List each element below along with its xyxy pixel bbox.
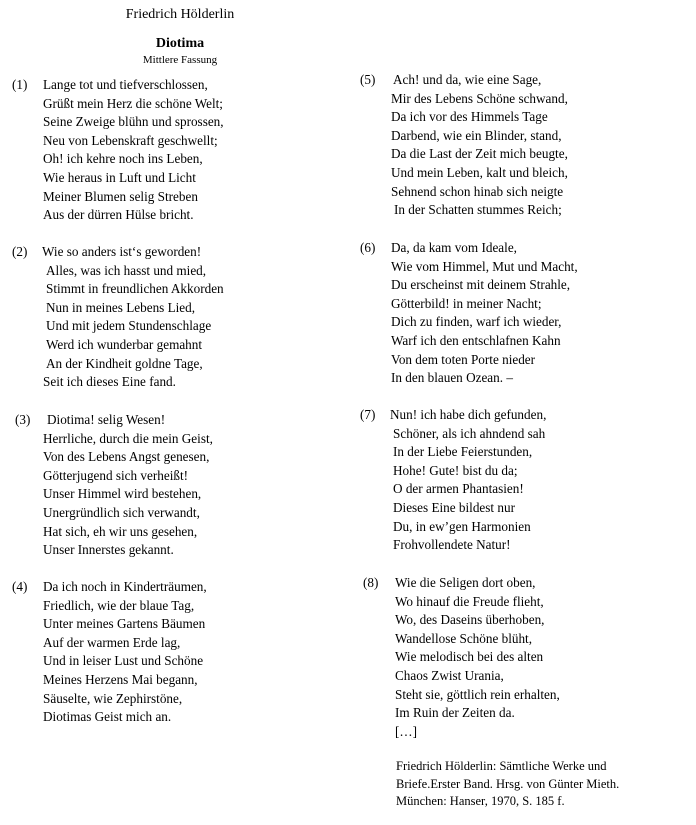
verse-line: Oh! ich kehre noch ins Leben, xyxy=(43,151,203,167)
verse-line: Aus der dürren Hülse bricht. xyxy=(43,207,194,223)
verse-line: Stimmt in freundlichen Akkorden xyxy=(46,281,224,297)
verse-line: Hat sich, eh wir uns gesehen, xyxy=(43,523,198,539)
verse-line: Säuselte, wie Zephirstöne, xyxy=(43,690,183,706)
verse-line: Warf ich den entschlafnen Kahn xyxy=(391,332,561,348)
verse-line: Du erscheinst mit deinem Strahle, xyxy=(391,277,571,293)
verse-line: Im Ruin der Zeiten da. xyxy=(395,705,515,721)
verse-line: Nun in meines Lebens Lied, xyxy=(46,299,196,315)
verse-line: Frohvollendete Natur! xyxy=(393,537,511,553)
verse-line: Alles, was ich hasst und mied, xyxy=(46,262,207,278)
verse-line: In der Schatten stummes Reich; xyxy=(394,202,562,218)
verse-line: Unser Himmel wird bestehen, xyxy=(43,486,202,502)
verse-line: Wo, des Daseins überhoben, xyxy=(395,612,545,628)
verse-line: Darbend, wie ein Blinder, stand, xyxy=(391,127,562,143)
verse-line: Wandellose Schöne blüht, xyxy=(395,630,533,646)
citation-line: München: Hanser, 1970, S. 185 f. xyxy=(396,794,565,808)
verse-line: Lange tot und tiefverschlossen, xyxy=(43,77,208,92)
omission-marker: […] xyxy=(395,723,417,739)
source-citation xyxy=(396,758,619,811)
verse-line: Und mit jedem Stundenschlage xyxy=(46,318,212,334)
verse-line: Schöner, als ich ahndend sah xyxy=(393,425,546,441)
verse-line: Wie heraus in Luft und Licht xyxy=(43,169,196,185)
stanza-number: (5) xyxy=(360,72,376,87)
verse-line: Wie melodisch bei des alten xyxy=(395,649,544,665)
verse-line: Unser Innerstes gekannt. xyxy=(43,542,174,558)
verse-line: Da ich noch in Kinderträumen, xyxy=(43,579,207,594)
verse-line: An der Kindheit goldne Tage, xyxy=(46,355,203,371)
verse-line: Meines Herzens Mai begann, xyxy=(43,671,198,687)
verse-line: Wie so anders ist‘s geworden! xyxy=(42,244,202,259)
verse-line: Steht sie, göttlich rein erhalten, xyxy=(395,686,560,702)
stanza-number: (7) xyxy=(360,407,376,422)
verse-line: Auf der warmen Erde lag, xyxy=(43,634,181,650)
verse-line: Unter meines Gartens Bäumen xyxy=(43,616,206,632)
verse-line: Diotimas Geist mich an. xyxy=(43,709,172,725)
verse-line: Dieses Eine bildest nur xyxy=(393,499,515,515)
verse-line: Neu von Lebenskraft geschwellt; xyxy=(43,132,218,148)
verse-line: Da ich vor des Himmels Tage xyxy=(391,109,548,125)
stanza-number: (6) xyxy=(360,240,376,255)
verse-line: Und mein Leben, kalt und bleich, xyxy=(391,164,568,180)
verse-line: Götterjugend sich verheißt! xyxy=(43,467,189,483)
citation-line: Briefe.Erster Band. Hrsg. von Günter Mieth. xyxy=(396,776,620,791)
verse-line: Mir des Lebens Schöne schwand, xyxy=(391,90,568,106)
stanza-number: (1) xyxy=(12,77,28,92)
verse-line: Nun! ich habe dich gefunden, xyxy=(390,407,547,422)
verse-line: Friedlich, wie der blaue Tag, xyxy=(43,597,195,613)
verse-line: Hohe! Gute! bist du da; xyxy=(393,462,518,478)
verse-line: In der Liebe Feierstunden, xyxy=(393,444,533,460)
verse-line: Meiner Blumen selig Streben xyxy=(43,188,198,204)
verse-line: Wo hinauf die Freude flieht, xyxy=(395,593,544,609)
verse-line: Herrliche, durch die mein Geist, xyxy=(43,430,213,446)
stanza-number: (4) xyxy=(12,579,28,594)
verse-line: Diotima! selig Wesen! xyxy=(47,412,166,427)
verse-line: Wie die Seligen dort oben, xyxy=(395,575,536,590)
verse-line: Ach! und da, wie eine Sage, xyxy=(393,72,542,87)
verse-line: Da die Last der Zeit mich beugte, xyxy=(391,146,568,162)
verse-line: Götterbild! in meiner Nacht; xyxy=(391,295,542,311)
verse-line: Chaos Zwist Urania, xyxy=(395,667,504,683)
verse-line: Dich zu finden, warf ich wieder, xyxy=(391,314,562,330)
stanza-number: (2) xyxy=(12,244,28,259)
verse-line: Seine Zweige blühn und sprossen, xyxy=(43,114,224,130)
verse-line: Von des Lebens Angst genesen, xyxy=(43,449,210,465)
verse-line: Da, da kam vom Ideale, xyxy=(391,240,517,255)
author-name: Friedrich Hölderlin xyxy=(125,7,235,22)
verse-line: Grüßt mein Herz die schöne Welt; xyxy=(43,95,223,111)
verse-line: Seit ich dieses Eine fand. xyxy=(43,374,176,390)
verse-line: Wie vom Himmel, Mut und Macht, xyxy=(391,258,578,274)
verse-line: In den blauen Ozean. – xyxy=(391,370,513,386)
stanza-number: (8) xyxy=(363,575,379,590)
stanza-number: (3) xyxy=(15,412,31,427)
verse-line: Und in leiser Lust und Schöne xyxy=(43,653,204,669)
poem-subtitle: Mittlere Fassung xyxy=(142,54,218,66)
verse-line: Du, in ew’gen Harmonien xyxy=(393,518,531,534)
poem-title: Diotima xyxy=(155,36,205,51)
citation-line: Friedrich Hölderlin: Sämtliche Werke und xyxy=(396,759,607,773)
verse-line: O der armen Phantasien! xyxy=(393,481,524,497)
verse-line: Unergründlich sich verwandt, xyxy=(43,504,200,520)
verse-line: Werd ich wunderbar gemahnt xyxy=(46,336,203,352)
verse-line: Von dem toten Porte nieder xyxy=(391,351,536,367)
verse-line: Sehnend schon hinab sich neigte xyxy=(391,183,564,199)
